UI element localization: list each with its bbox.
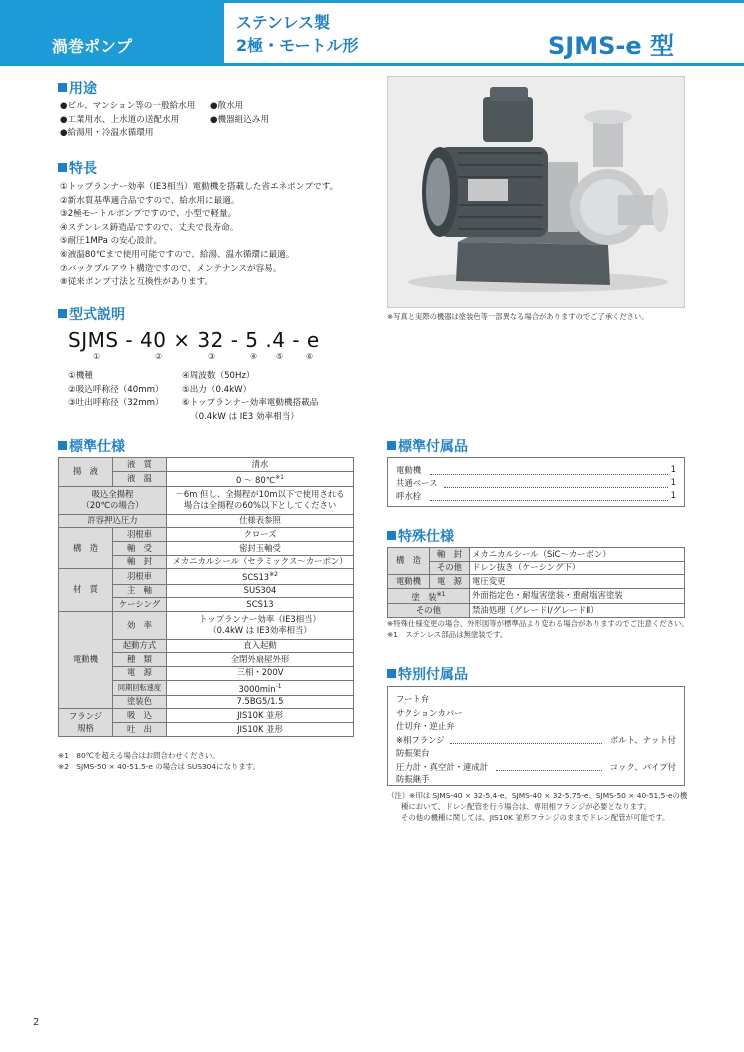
suction-label-line: （20℃の場合） <box>81 500 144 511</box>
spec-value: 直入起動 <box>167 639 354 653</box>
spec-group-label <box>59 709 113 736</box>
spec-label: 主 軸 <box>113 584 167 598</box>
spec-label: 同期回転速度 <box>113 680 167 695</box>
spec-value: 三相・200V <box>167 666 354 680</box>
std-spec-heading <box>58 436 125 456</box>
model-desc-item: （0.4kW は IE3 効率相当） <box>190 411 299 422</box>
model-desc-item: ⑥トップランナー効率電動機搭載品 <box>182 398 319 408</box>
suction-value-line: －6m 但し、全揚程が10m以下で使用される <box>175 488 345 499</box>
speed-unit-exponent: -1 <box>275 682 282 690</box>
spec-label: 塗装色 <box>113 695 167 709</box>
acc-name: サクションカバー <box>396 707 463 718</box>
feature-item: ⑦バックプルアウト構造ですので、メンテナンスが容易。 <box>60 263 282 274</box>
acc-name: フート弁 <box>396 694 430 704</box>
category-band <box>0 0 224 66</box>
page-number: 2 <box>33 1017 40 1028</box>
spec-label: 起動方式 <box>113 639 167 653</box>
use-item: ●ビル、マンション等の一般給水用 <box>60 101 196 111</box>
spec-value <box>167 486 354 514</box>
use-item: ●機器組込み用 <box>210 114 270 125</box>
use-item: ●給湯用・冷温水循環用 <box>60 128 154 139</box>
special-heading-text: 特殊仕様 <box>398 529 454 545</box>
spec-label: 電 源 <box>113 666 167 680</box>
spec-value: 清水 <box>167 458 354 472</box>
model-heading <box>58 304 125 324</box>
special-acc-notes <box>387 790 687 823</box>
std-acc-heading-text: 標準付属品 <box>398 439 468 455</box>
special-acc-heading <box>387 664 468 684</box>
temp-value: 0 ～ 80℃ <box>236 474 276 485</box>
subtitle-material: ステンレス製 <box>236 13 331 32</box>
features-heading-text: 特長 <box>69 161 97 177</box>
special-note: ※特殊仕様変更の場合、外形図等が標準品より変わる場合がありますのでご注意ください。 <box>387 619 689 628</box>
std-acc-heading <box>387 436 468 456</box>
impeller-material: SCS13 <box>242 572 270 583</box>
features-list <box>60 181 380 290</box>
special-acc-heading-text: 特別付属品 <box>398 667 468 683</box>
model-desc-item: ⑤出力（0.4kW） <box>182 384 252 395</box>
spec-value: JIS10K 並形 <box>167 709 354 723</box>
model-desc-item: ③吐出呼称径（32mm） <box>68 398 164 408</box>
spec-label: 軸 封 <box>113 555 167 569</box>
feature-item: ⑤耐圧1MPa の安心設計。 <box>60 236 163 247</box>
spec-label: その他 <box>388 604 470 618</box>
special-heading <box>387 526 454 546</box>
features-heading <box>58 158 97 178</box>
photo-caption: ※写真と実際の機器は塗装色等一部異なる場合がありますのでご了承ください。 <box>387 312 649 321</box>
spec-value: 密封玉軸受 <box>167 542 354 556</box>
flange-group-line: フランジ <box>68 711 103 722</box>
spec-group-label: 電動機 <box>388 575 430 589</box>
std-spec-heading-text: 標準仕様 <box>69 439 125 455</box>
spec-label: 吐 出 <box>113 723 167 737</box>
special-notes <box>387 618 689 640</box>
spec-group-label: 構 造 <box>59 528 113 569</box>
feature-item: ②新水質基準適合品ですので、給水用に最適。 <box>60 195 240 206</box>
spec-group-label: 材 質 <box>59 569 113 611</box>
feature-item: ①トップランナー効率（IE3相当）電動機を搭載した省エネポンプです。 <box>60 182 339 192</box>
spec-value: SCS13 <box>167 598 354 612</box>
spec-group-label: 電動機 <box>59 611 113 709</box>
spec-label: 電 源 <box>430 575 470 589</box>
feature-item: ⑥液温80℃まで使用可能ですので、給湯、温水循環に最適。 <box>60 249 295 260</box>
use-item: ●工業用水、上水道の送配水用 <box>60 114 180 125</box>
spec-value: メカニカルシール（セラミックス～カーボン） <box>167 555 354 569</box>
model-desc-item: ④周波数（50Hz） <box>182 371 255 381</box>
spec-value: ドレン抜き（ケーシング下） <box>470 561 685 575</box>
leader-dots <box>496 770 602 771</box>
efficiency-line: （0.4kW は IE3効率相当） <box>208 625 312 636</box>
acc-name: 呼水栓 <box>396 491 422 501</box>
feature-item: ④ステンレス鋳造品ですので、丈夫で長寿命。 <box>60 222 239 233</box>
spec-label: 吸 込 <box>113 709 167 723</box>
model-desc-item: ②吸込呼称径（40mm） <box>68 384 164 395</box>
acc-name: 防振継手 <box>396 774 430 784</box>
acc-qty: 1 <box>670 477 676 487</box>
acc-qty: 1 <box>670 464 676 474</box>
model-desc-item: ①機種 <box>68 371 93 381</box>
feature-item: ⑧従来ポンプ寸法と互換性があります。 <box>60 277 214 288</box>
special-note: ※1 ステンレス部品は無塗装です。 <box>387 630 508 639</box>
page-header <box>0 0 744 66</box>
leader-dots <box>444 487 668 488</box>
spec-label: 効 率 <box>113 611 167 639</box>
model-code-number: ② <box>155 352 163 361</box>
paint-note-mark: ※1 <box>436 590 446 598</box>
uses-heading <box>58 78 97 98</box>
spec-value <box>167 680 354 695</box>
leader-dots <box>430 500 668 501</box>
model-heading-text: 型式説明 <box>69 307 125 323</box>
acc-value: ボルト、ナット付 <box>609 734 676 745</box>
spec-label: その他 <box>430 561 470 575</box>
std-spec-table <box>58 457 354 737</box>
acc-note: 種において、ドレン配管を行う場合は、専用相フランジが必要となります。 <box>401 802 652 811</box>
spec-label: 許容押込圧力 <box>59 514 167 528</box>
temp-note-mark: ※1 <box>275 473 284 481</box>
spec-label: 液 質 <box>113 458 167 472</box>
spec-value: 仕様表参照 <box>167 514 354 528</box>
spec-value: メカニカルシール（SiC～カーボン） <box>470 548 685 562</box>
acc-value: コック、パイプ付 <box>609 761 676 772</box>
model-code-number: ④ <box>250 352 258 361</box>
efficiency-line: トップランナー効率（IE3相当） <box>199 613 321 624</box>
model-code-number: ③ <box>208 352 216 361</box>
spec-value: 全閉外扇屋外形 <box>167 653 354 667</box>
model-code-number: ⑥ <box>306 352 314 361</box>
acc-name: 仕切弁・逆止弁 <box>396 721 455 731</box>
subtitle-type: 2極・モートル形 <box>236 36 359 55</box>
acc-name: 電動機 <box>396 465 422 475</box>
spec-label: 羽根車 <box>113 569 167 584</box>
special-acc-box <box>387 686 685 786</box>
model-code-number: ⑤ <box>276 352 284 361</box>
leader-dots <box>450 743 602 744</box>
suction-label-line: 吸込全揚程 <box>91 488 134 499</box>
std-spec-notes <box>58 750 260 772</box>
acc-name: 共通ベース <box>396 478 438 488</box>
spec-value: 禁油処理（グレードⅠ/グレードⅡ） <box>470 604 685 618</box>
model-code-number: ① <box>93 352 101 361</box>
paint-label: 塗 装 <box>411 591 437 602</box>
leader-dots <box>430 474 668 475</box>
spec-label: 羽根車 <box>113 528 167 542</box>
model-desc-left <box>68 370 164 411</box>
impeller-note-mark: ※2 <box>269 571 278 579</box>
acc-note: その他の機種に関しては、JIS10K 並形フランジのままでドレン配管が可能です。 <box>401 813 670 822</box>
spec-value: 7.5BG5/1.5 <box>167 695 354 709</box>
spec-value: クローズ <box>167 528 354 542</box>
spec-value <box>167 611 354 639</box>
spec-label: 種 類 <box>113 653 167 667</box>
pump-photo <box>387 76 685 308</box>
special-spec-table <box>387 547 685 618</box>
model-desc-right <box>182 370 318 424</box>
spec-group-label: 構 造 <box>388 548 430 575</box>
acc-name: 圧力計・真空計・連成計 <box>396 761 489 772</box>
pump-illustration <box>388 77 684 307</box>
uses-heading-text: 用途 <box>69 81 97 97</box>
spec-label <box>388 588 470 603</box>
category-label: 渦巻ポンプ <box>52 37 133 56</box>
feature-item: ③2極モートルポンプですので、小型で軽量。 <box>60 209 237 220</box>
speed-value: 3000min <box>238 683 276 694</box>
spec-value <box>167 569 354 584</box>
spec-value: 電圧変更 <box>470 575 685 589</box>
spec-value: JIS10K 並形 <box>167 723 354 737</box>
spec-label: 液 温 <box>113 471 167 486</box>
spec-value <box>167 471 354 486</box>
model-title: SJMS-e 型 <box>548 32 674 60</box>
spec-group-label: 揚 液 <box>59 458 113 487</box>
model-code: SJMS - 40 × 32 - 5 .4 - e <box>68 328 320 352</box>
acc-name: ※相フランジ <box>396 734 445 745</box>
use-item: ●散水用 <box>210 101 244 111</box>
spec-note: ※2 SJMS-50 × 40-51.5-e の場合は SUS304になります。 <box>58 762 260 771</box>
suction-value-line: 場合は全揚程の60%以下としてください <box>183 500 337 511</box>
acc-note: （注）※印は SJMS-40 × 32-5.4-e、SJMS-40 × 32-5.75-e、SJMS-50 × 40-51.5-eの機 <box>387 791 688 800</box>
spec-label: 軸 封 <box>430 548 470 562</box>
flange-group-line: 規格 <box>77 722 94 733</box>
acc-name: 防振架台 <box>396 748 430 758</box>
spec-value: SUS304 <box>167 584 354 598</box>
spec-value: 外面指定色・耐塩害塗装・重耐塩害塗装 <box>470 588 685 603</box>
spec-label: ケーシング <box>113 598 167 612</box>
spec-label <box>59 486 167 514</box>
acc-qty: 1 <box>670 490 676 500</box>
std-acc-box <box>387 457 685 507</box>
spec-label: 軸 受 <box>113 542 167 556</box>
spec-note: ※1 80℃を超える場合はお問合わせください。 <box>58 751 220 760</box>
